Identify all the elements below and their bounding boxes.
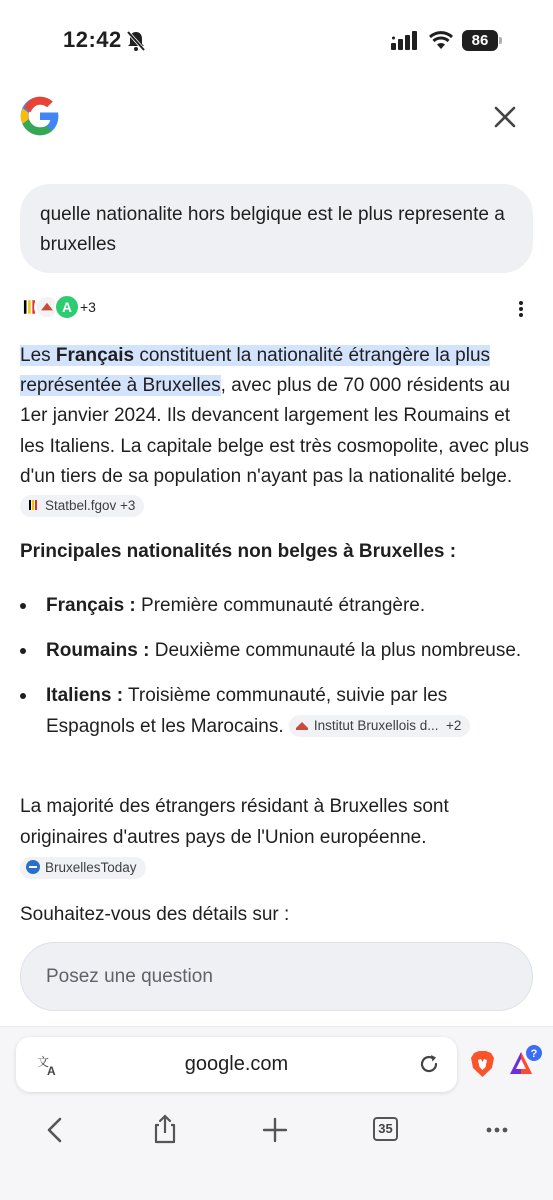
svg-text:?: ? [530,1048,538,1060]
answer-keyword: Français [55,345,135,366]
brave-shield-icon[interactable] [470,1050,495,1078]
battery-level: 86 [462,30,498,51]
bullet-dot [20,648,26,654]
answer-highlight[interactable]: Les Français constituent la nationalité étrangère la plus représentée à Bruxelles [20,345,491,397]
bruxellestoday-icon [26,860,40,874]
ibsa-icon [295,718,309,732]
bell-muted-icon [126,30,146,52]
source-a-favicon-icon [54,294,80,320]
bullet-dot [20,603,26,609]
section-title: Principales nationalités non belges à Bruxelles : [20,541,457,562]
list-item: Roumains : Deuxième communauté la plus nombreuse. [20,635,535,666]
source-chip-statbel[interactable]: Statbel.fgov +3 [20,495,144,517]
browser-toolbar [0,1108,553,1152]
tab-count: 35 [373,1117,398,1141]
svg-text:A: A [47,1064,56,1077]
more-options-icon[interactable] [511,297,531,321]
list-item: Italiens : Troisième communauté, suivie par les Espagnols et les Marocains. Institut Bruxellois d... +2 [20,680,535,742]
source-chip-bruxellestoday[interactable]: BruxellesToday [20,857,146,879]
google-logo-icon [19,95,61,137]
brave-rewards-icon[interactable] [508,1044,544,1078]
bullet-dot [20,693,26,699]
signal-icon [391,30,421,50]
ask-question-input[interactable]: Posez une question [20,942,533,1011]
nationality-list [20,590,535,756]
list-item: Français : Première communauté étrangère. [20,590,535,621]
status-time: 12:42 [63,27,122,52]
answer-paragraph [20,341,535,522]
status-bar [0,0,553,80]
follow-up-prompt: Souhaitez-vous des détails sur : [20,904,290,925]
battery-indicator [462,30,502,51]
sources-favicons[interactable] [16,294,126,322]
url-text[interactable]: google.com [184,1053,289,1075]
answer-body: , avec plus de 70 000 résidents au 1er janvier 2024. Ils devancent largement les Roumains et les Italiens. La capitale belge est très cosmopolite, avec plus d'un tiers de sa population n'ayant pas la nationalité belge. [20,375,530,487]
answer-paragraph-2: La majorité des étrangers résidant à Bruxelles sont originaires d'autres pays de l'Union européenne. BruxellesToday [20,791,535,884]
user-query-bubble: quelle nationalite hors belgique est le plus represente a bruxelles [20,184,533,273]
new-tab-icon[interactable] [253,1108,297,1152]
back-icon[interactable] [33,1108,77,1152]
tabs-button[interactable] [363,1108,407,1152]
wifi-icon [428,29,454,51]
svg-text:A: A [62,300,72,316]
share-icon[interactable] [143,1108,187,1152]
statbel-icon [26,498,40,512]
close-icon[interactable] [490,102,520,132]
menu-icon[interactable] [475,1108,519,1152]
sources-count: +3 [80,299,96,315]
address-bar[interactable] [16,1037,457,1092]
battery-cap [499,37,502,44]
svg-text:文: 文 [37,1055,50,1069]
source-chip-ibsa[interactable]: Institut Bruxellois d... +2 [289,715,470,737]
reload-icon[interactable] [417,1052,441,1076]
